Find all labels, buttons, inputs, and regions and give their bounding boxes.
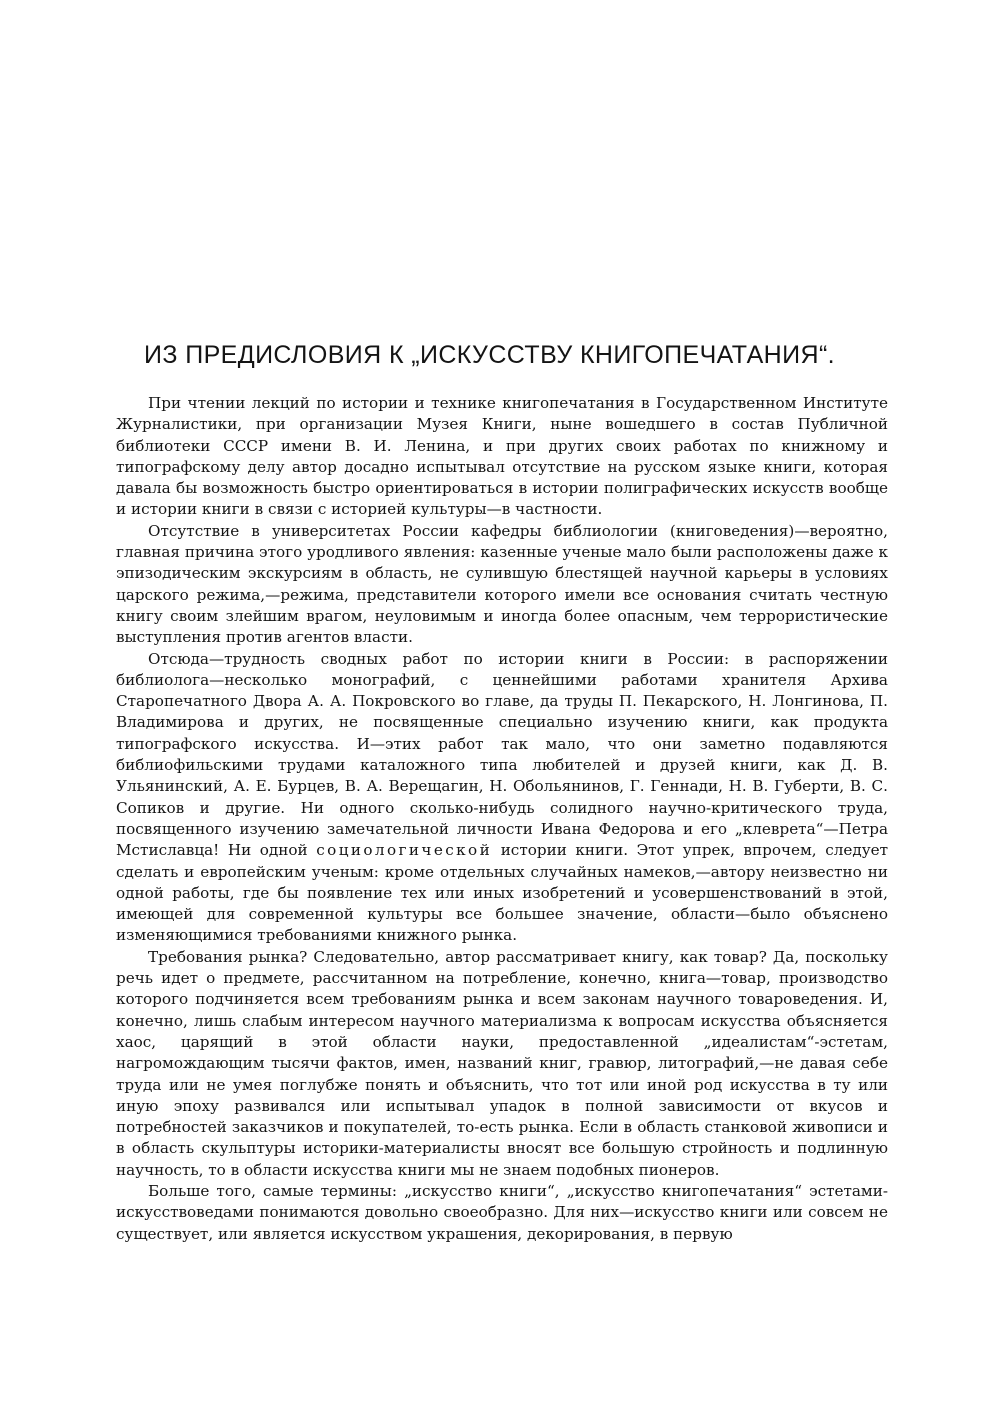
paragraph-5: Больше того, самые термины: „искусство книги“, „искусство книгопечатания“ эстетами-искусствоведами понимаются довольно своеобразно. Для них—искусство книги или совсем не существует, или является искусством украшения, декорирования, в первую	[116, 1181, 888, 1243]
paragraph-3-text-a: Отсюда—трудность сводных работ по истории книги в России: в распоряжении библиолога—несколько монографий, с ценнейшими работами хранителя Архива Старопечатного Двора А. А. Покровского во главе, да труды П. Пекарского, Н. Лонгинова, П. Владимирова и других, не посвященные специально изучению книги, как продукта типографского искусства. И—этих работ так мало, что они заметно подавляются библиофильскими трудами каталожного типа любителей и друзей книги, как Д. В. Ульянинский, А. Е. Бурцев, В. А. Верещагин, Н. Обольянинов, Г. Геннади, Н. В. Губерти, В. С. Сопиков и другие. Ни одного сколько-нибудь солидного научно-критического труда, посвященного изучению замечательной личности Ивана Федорова и его „клеврета“—Петра Мстиславца! Ни одной	[116, 649, 888, 860]
article	[116, 338, 888, 1245]
article-title: ИЗ ПРЕДИСЛОВИЯ К „ИСКУССТВУ КНИГОПЕЧАТАНИЯ“.	[144, 341, 836, 369]
paragraph-2: Отсутствие в университетах России кафедры библиологии (книговедения)—вероятно, главная причина этого уродливого явления: казенные ученые мало были расположены даже к эпизодическим экскурсиям в область, не сулившую блестящей научной карьеры в условиях царского режима,—режима, представители которого имели все основания считать честную книгу своим злейшим врагом, неуловимым и иногда более опасным, чем террористические выступления против агентов власти.	[116, 521, 888, 647]
paragraph-1: При чтении лекций по истории и технике книгопечатания в Государственном Институте Журналистики, при организации Музея Книги, ныне вошедшего в состав Публичной библиотеки СССР имени В. И. Ленина, и при других своих работах по книжному и типографскому делу автор досадно испытывал отсутствие на русском языке книги, которая давала бы возможность быстро ориентироваться в истории полиграфических искусств вообще и истории книги в связи с историей культуры—в частности.	[116, 394, 888, 519]
paragraph-4: Требования рынка? Следовательно, автор рассматривает книгу, как товар? Да, поскольку речь идет о предмете, рассчитанном на потребление, конечно, книга—товар, производство которого подчиняется всем требованиям рынка и всем законам научного товароведения. И, конечно, лишь слабым интересом научного материализма к вопросам искусства объясняется хаос, царящий в этой области науки, предоставленной „идеалистам“-эстетам, нагромождающим тысячи фактов, имен, названий книг, гравюр, литографий,—не давая себе труда или не умея поглубже понять и объяснить, что тот или иной род искусства в ту или иную эпоху развивался или испытывал упадок в полной зависимости от вкусов и потребностей заказчиков и покупателей, то-есть рынка. Если в область станковой живописи и в область скульптуры историки-материалисты вносят все большую стройность и подлинную научность, то в области искусства книги мы не знаем подобных пионеров.	[116, 947, 888, 1179]
paragraph-3-text-b: истории книги. Этот упрек, впрочем, следует сделать и европейским ученым: кроме отдельных случайных намеков,—автору неизвестно ни одной работы, где бы появление тех или иных изобретений и усовершенствований в этой, имеющей для современной культуры все большее значение, области—было объяснено изменяющимися требованиями книжного рынка.	[116, 841, 889, 945]
article-body	[116, 393, 888, 1245]
emphasized-word: социологической	[316, 841, 493, 860]
paragraph-3	[116, 649, 888, 947]
